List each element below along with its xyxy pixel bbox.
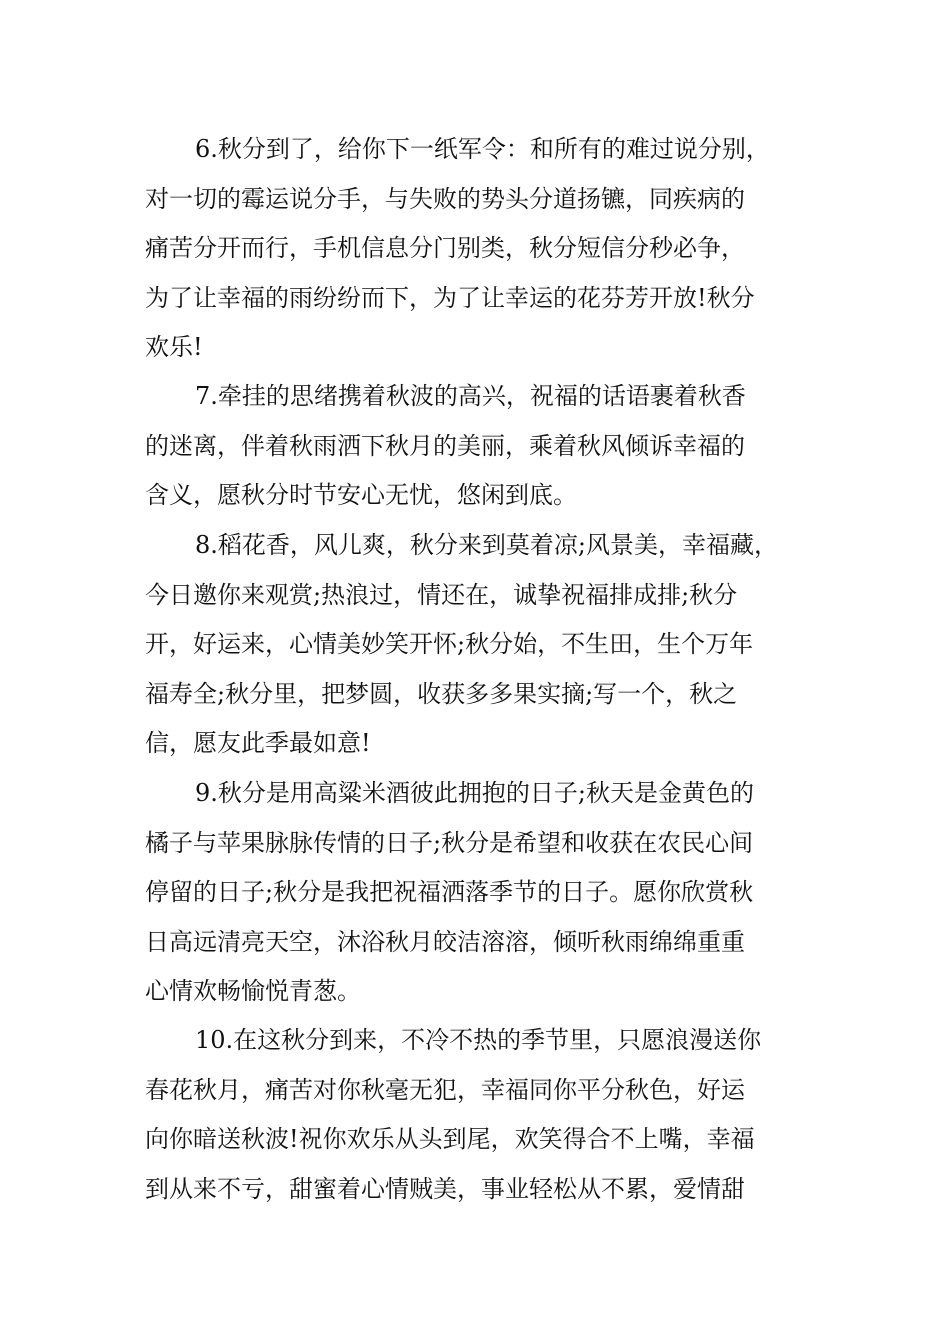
text-line: 日高远清亮天空，沐浴秋月皎洁溶溶，倾听秋雨绵绵重重 <box>145 927 745 956</box>
paragraph-9 <box>145 769 815 1017</box>
text-line: 含义，愿秋分时节安心无忧，悠闲到底。 <box>145 481 577 509</box>
text-line: 为了让幸福的雨纷纷而下，为了让幸运的花芬芳开放!秋分 <box>145 283 755 312</box>
paragraph-7 <box>145 372 815 521</box>
text-line: 橘子与苹果脉脉传情的日子;秋分是希望和收获在农民心间 <box>145 828 754 857</box>
text-line: 6.秋分到了，给你下一纸军令：和所有的难过说分别， <box>195 135 770 163</box>
paragraph-8 <box>145 521 815 769</box>
text-line: 的迷离，伴着秋雨洒下秋月的美丽，乘着秋风倾诉幸福的 <box>145 431 745 460</box>
text-line: 心情欢畅愉悦青葱。 <box>145 977 361 1005</box>
paragraph-6 <box>145 125 815 373</box>
text-line: 停留的日子;秋分是我把祝福洒落季节的日子。愿你欣赏秋 <box>145 878 754 906</box>
paragraph-10 <box>145 1016 815 1214</box>
text-line: 10.在这秋分到来，不冷不热的季节里，只愿浪漫送你 <box>195 1026 762 1054</box>
text-line: 春花秋月，痛苦对你秋毫无犯，幸福同你平分秋色，好运 <box>145 1075 745 1104</box>
text-line: 到从来不亏，甜蜜着心情贼美，事业轻松从不累，爱情甜 <box>145 1174 745 1203</box>
text-line: 开，好运来，心情美妙笑开怀;秋分始，不生田，生个万年 <box>145 630 754 658</box>
text-line: 向你暗送秋波!祝你欢乐从头到尾，欢笑得合不上嘴，幸福 <box>145 1125 755 1153</box>
text-line: 8.稻花香，风儿爽，秋分来到莫着凉;风景美，幸福藏， <box>195 531 778 559</box>
text-line: 福寿全;秋分里，把梦圆，收获多多果实摘;写一个，秋之 <box>145 679 738 708</box>
text-line: 7.牵挂的思绪携着秋波的高兴，祝福的话语裹着秋香 <box>195 382 746 410</box>
text-line: 信，愿友此季最如意! <box>145 729 371 757</box>
text-line: 痛苦分开而行，手机信息分门别类，秋分短信分秒必争， <box>145 234 745 262</box>
text-line: 欢乐! <box>145 333 203 361</box>
text-line: 9.秋分是用高粱米酒彼此拥抱的日子;秋天是金黄色的 <box>195 779 754 807</box>
text-line: 对一切的霉运说分手，与失败的势头分道扬镳，同疾病的 <box>145 184 745 213</box>
text-line: 今日邀你来观赏;热浪过，情还在，诚挚祝福排成排;秋分 <box>145 580 738 609</box>
